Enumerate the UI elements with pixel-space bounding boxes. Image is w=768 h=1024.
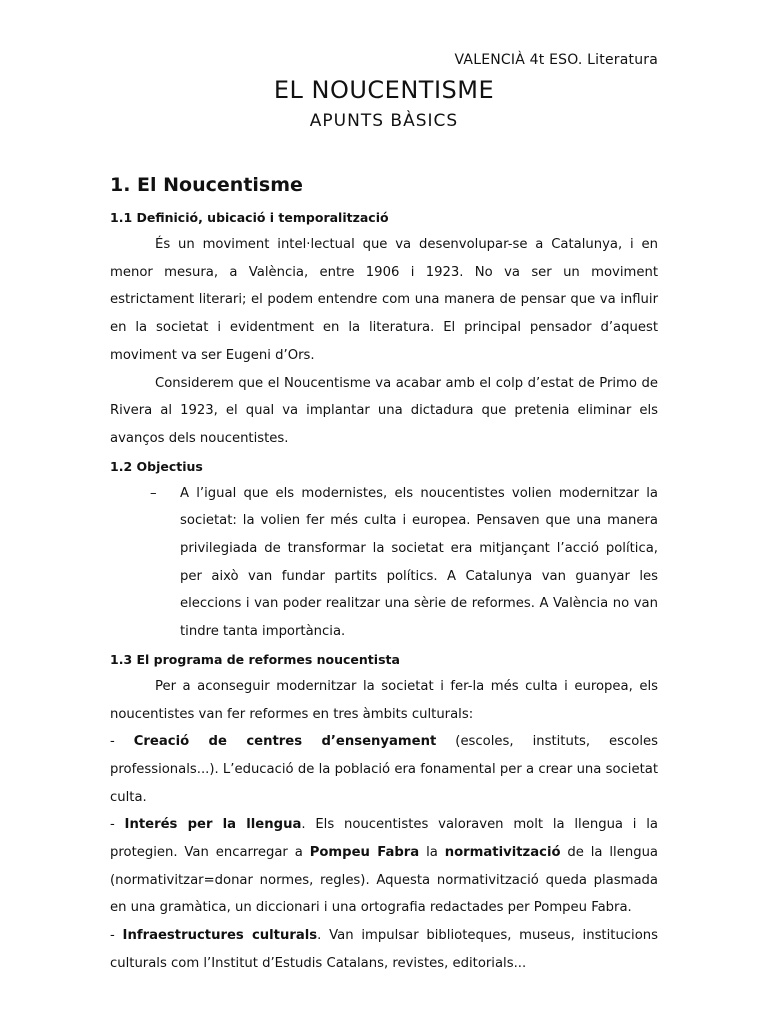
item-bold: Infraestructures culturals bbox=[122, 928, 318, 944]
subsection-heading-1-1: 1.1 Definició, ubicació i temporalització bbox=[110, 210, 389, 225]
item-bold: Interés per la llengua bbox=[124, 817, 302, 833]
item-bold-name: Pompeu Fabra bbox=[309, 845, 420, 861]
item-bold: Creació de centres d’ensenyament bbox=[133, 734, 437, 750]
item-bold-term: normativització bbox=[444, 845, 561, 861]
bullet-dash: – bbox=[150, 485, 157, 501]
page-subtitle: APUNTS BÀSICS bbox=[309, 111, 459, 131]
subsection-heading-1-2: 1.2 Objectius bbox=[110, 458, 203, 474]
item-text: . Els noucentistes valoraven molt la llengua i la protegien. Van encarregar a bbox=[110, 817, 658, 861]
list-item bbox=[150, 480, 658, 646]
reform-item-language bbox=[110, 811, 658, 922]
bullet-text: A l’igual que els modernistes, els noucentistes volien modernitzar la societat: la volien fer més culta i europea. Pensaven que una manera privilegiada de transformar la societat era mitjançant l’acció política, per això van fundar partits polítics. A Catalunya van guanyar les eleccions i van poder realitzar una sèrie de reformes. A València no van tindre tanta importància. bbox=[180, 485, 658, 640]
item-text: . Van impulsar biblioteques, museus, institucions culturals com l’Institut d’Estudis Catalans, revistes, editorials... bbox=[110, 928, 659, 971]
paragraph-definition: És un moviment intel·lectual que va desenvolupar-se a Catalunya, i en menor mesura, a València, entre 1906 i 1923. No va ser un moviment estrictament literari; el podem entendre com una manera de pensar que va influir en la societat i evidentment en la literatura. El principal pensador d’aquest moviment va ser Eugeni d’Ors. bbox=[110, 237, 658, 363]
page-title: EL NOUCENTISME bbox=[273, 76, 495, 104]
course-label: VALENCIÀ 4t ESO. Literatura bbox=[454, 52, 658, 68]
item-text: (escoles, instituts, escoles professionals...). L’educació de la població era fonamental per a crear una societat culta. bbox=[110, 734, 659, 805]
reform-item-infrastructure bbox=[110, 922, 658, 977]
reform-item-education bbox=[110, 728, 658, 811]
document-body bbox=[110, 174, 658, 978]
item-text: de la llengua (normativitzar=donar normes, regles). Aquesta normativització queda plasmada en una gramàtica, un diccionari i una ortografia redactades per Pompeu Fabra. bbox=[110, 845, 659, 916]
item-prefix: - bbox=[110, 817, 125, 833]
paragraph-intro: Per a aconseguir modernitzar la societat i fer-la més culta i europea, els noucentistes van fer reformes en tres àmbits culturals: bbox=[110, 678, 658, 722]
paragraph-end: Considerem que el Noucentisme va acabar amb el colp d’estat de Primo de Rivera al 1923, el qual va implantar una dictadura que pretenia eliminar els avanços dels noucentistes. bbox=[110, 375, 658, 446]
section-heading: 1. El Noucentisme bbox=[110, 174, 303, 196]
item-prefix: - bbox=[110, 734, 134, 750]
item-prefix: - bbox=[110, 928, 123, 944]
subsection-heading-1-3: 1.3 El programa de reformes noucentista bbox=[110, 651, 400, 667]
item-text: la bbox=[419, 845, 445, 861]
